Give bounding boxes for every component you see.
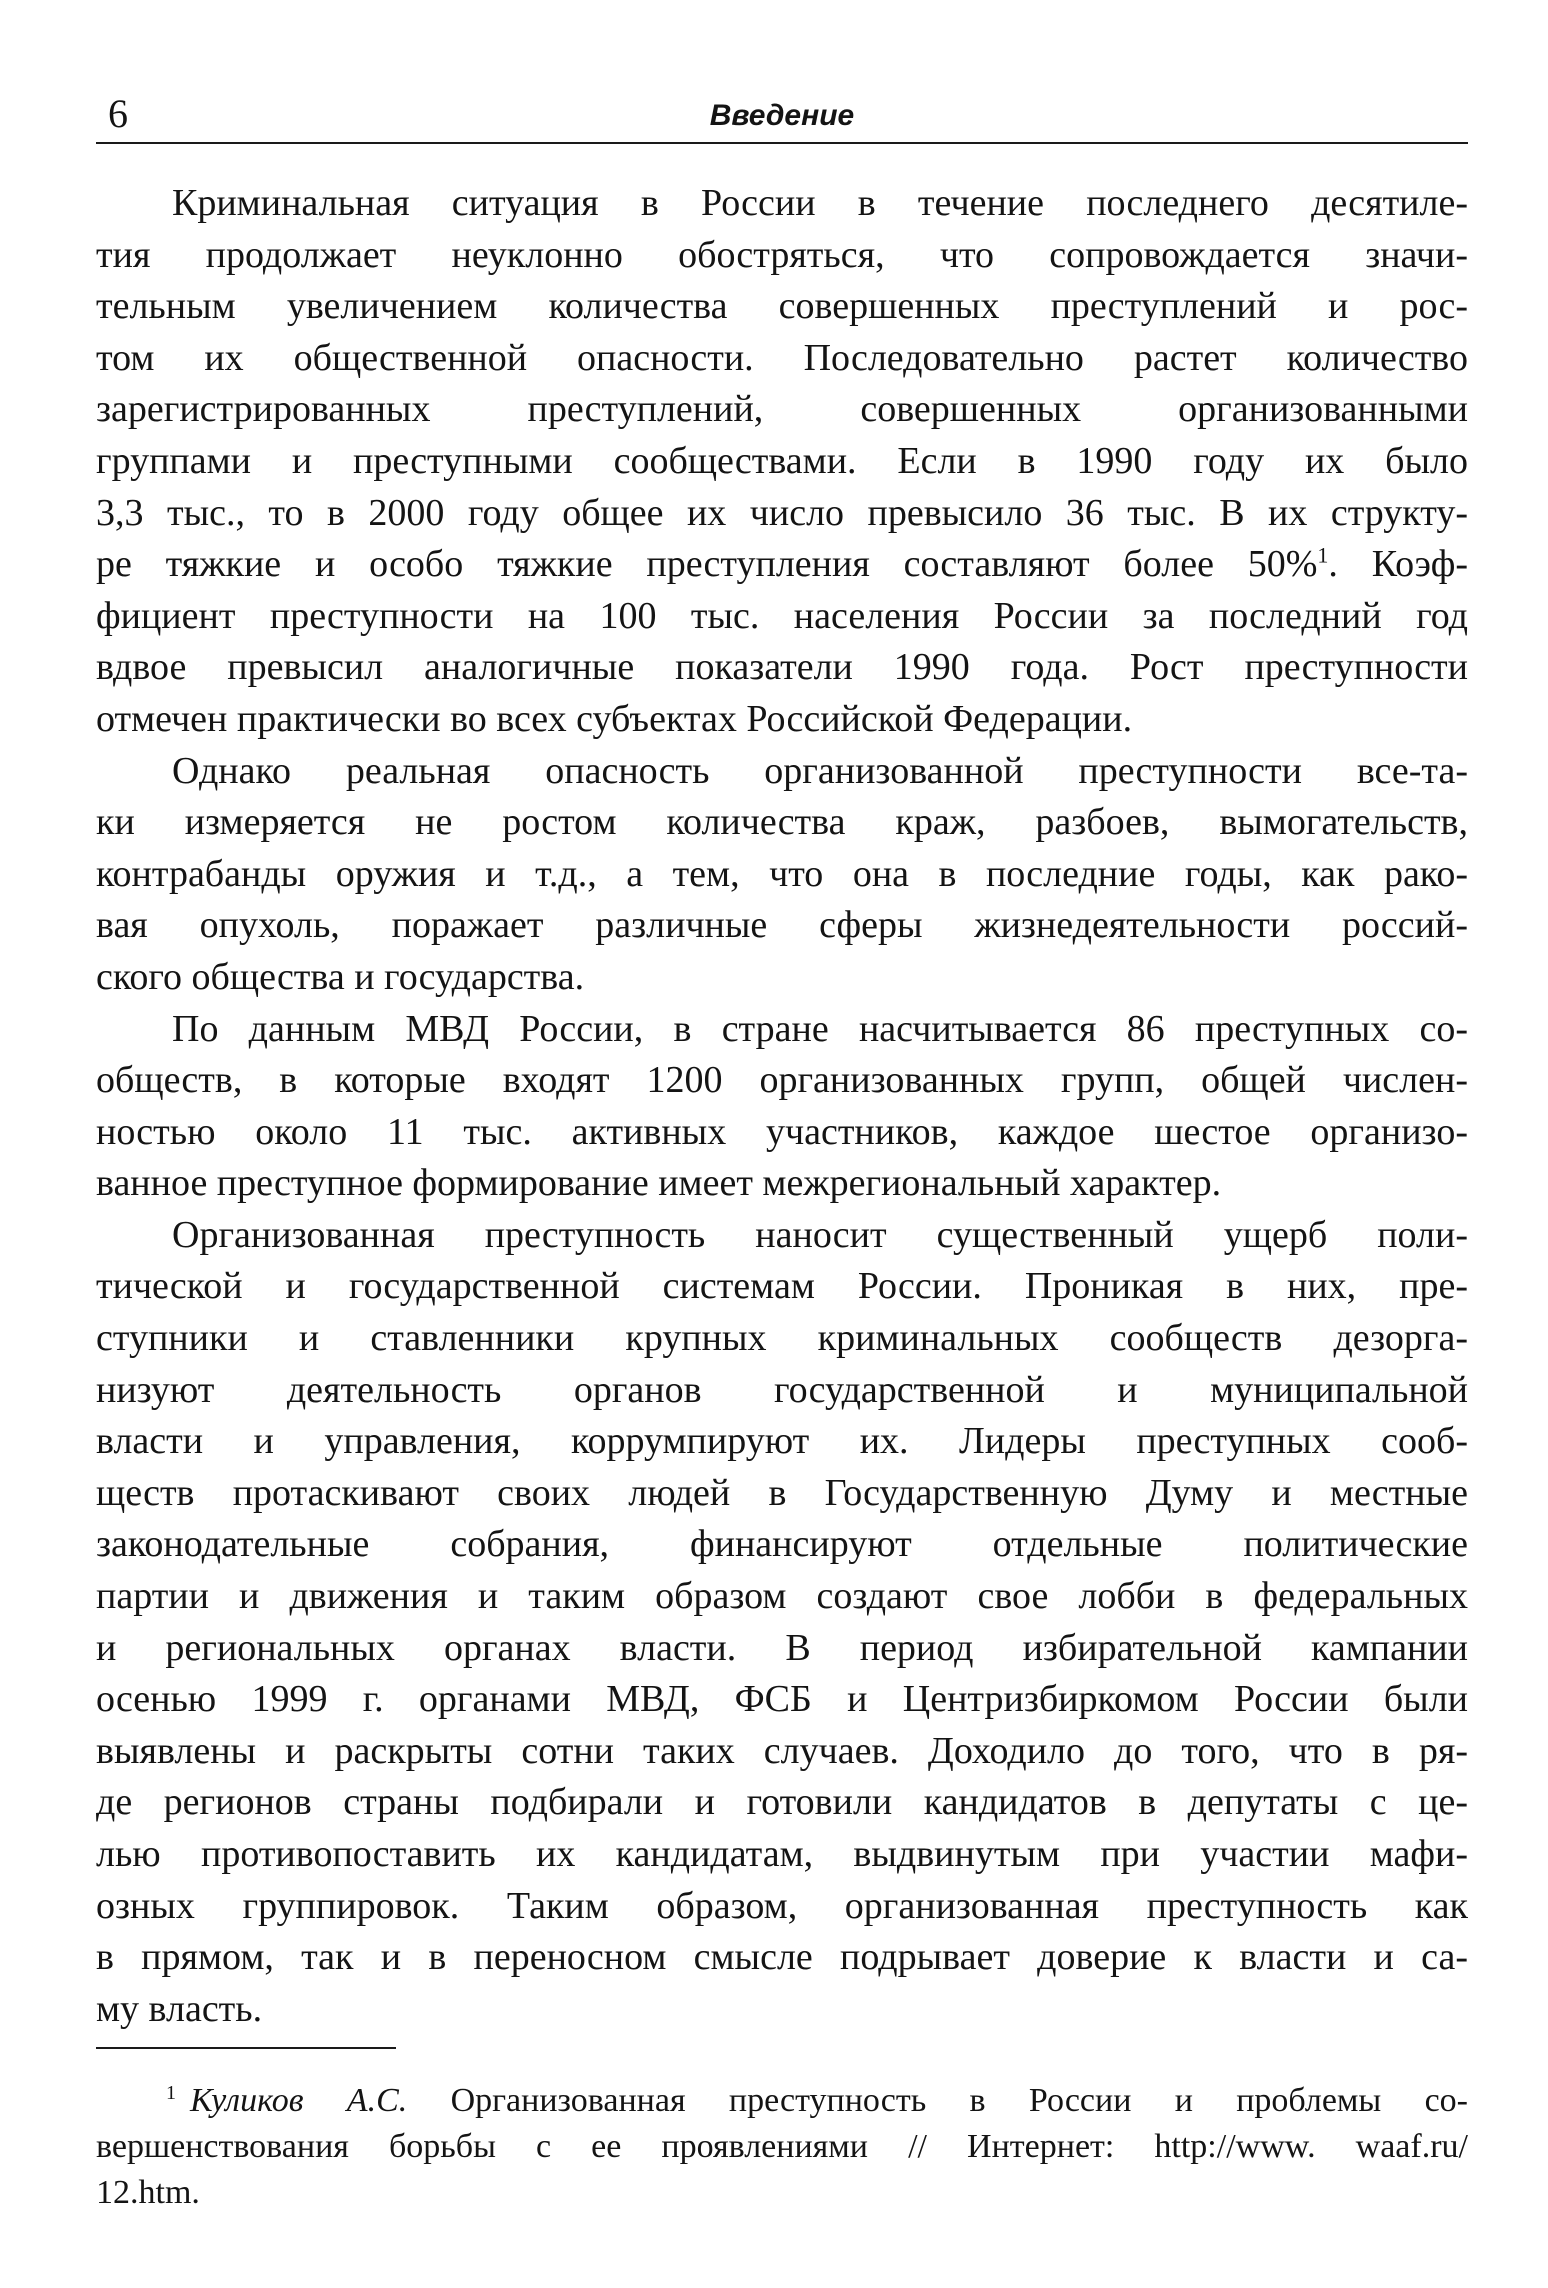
footnote bbox=[96, 2078, 1468, 2216]
text-line: фициент преступности на 100 тыс. населения России за последний год bbox=[96, 594, 1468, 637]
paragraph-3 bbox=[96, 1004, 1468, 1210]
text-line: ностью около 11 тыс. активных участников, каждое шестое организо- bbox=[96, 1110, 1468, 1153]
text-line-with-footnote bbox=[96, 539, 1468, 591]
text-line: тической и государственной системам России. Проникая в них, пре- bbox=[96, 1265, 1468, 1308]
text-line: том их общественной опасности. Последовательно растет количество bbox=[96, 336, 1468, 379]
text-line: в прямом, так и в переносном смысле подрывает доверие к власти и са- bbox=[96, 1936, 1468, 1979]
text-line: зарегистрированных преступлений, совершенных организованными bbox=[96, 388, 1468, 431]
text-line: и региональных органах власти. В период избирательной кампании bbox=[96, 1626, 1468, 1669]
text-line: 3,3 тыс., то в 2000 году общее их число превысило 36 тыс. В их структу- bbox=[96, 491, 1468, 534]
text-line: выявлены и раскрыты сотни таких случаев. Доходило до того, что в ря- bbox=[96, 1729, 1468, 1772]
text-line: му власть. bbox=[96, 1987, 263, 2030]
footnote-line: вершенствования борьбы с ее проявлениями // Интернет: http://www. waaf.ru/ bbox=[96, 2128, 1468, 2165]
text-segment: . Коэф- bbox=[1328, 543, 1469, 586]
text-line: лью противопоставить их кандидатам, выдвинутым при участии мафи- bbox=[96, 1833, 1468, 1875]
text-line: Организованная преступность наносит существенный ущерб поли- bbox=[172, 1213, 1468, 1256]
text-line: власти и управления, коррумпируют их. Лидеры преступных сооб- bbox=[96, 1420, 1468, 1463]
text-line: ществ протаскивают своих людей в Государственную Думу и местные bbox=[96, 1471, 1468, 1514]
text-line: По данным МВД России, в стране насчитывается 86 преступных со- bbox=[172, 1007, 1468, 1050]
text-line: партии и движения и таким образом создают свое лобби в федеральных bbox=[96, 1575, 1468, 1618]
text-line: обществ, в которые входят 1200 организованных групп, общей числен- bbox=[96, 1059, 1468, 1102]
text-line: ского общества и государства. bbox=[96, 955, 585, 998]
footnote-text: Организованная преступность в России и проблемы со- bbox=[407, 2082, 1468, 2119]
text-line: осенью 1999 г. органами МВД, ФСБ и Центризбиркомом России были bbox=[96, 1678, 1468, 1721]
text-line: озных группировок. Таким образом, организованная преступность как bbox=[96, 1884, 1468, 1927]
text-line: контрабанды оружия и т.д., а тем, что она в последние годы, как рако- bbox=[96, 852, 1468, 895]
text-line: де регионов страны подбирали и готовили кандидатов в депутаты с це- bbox=[96, 1781, 1468, 1824]
text-line: Однако реальная опасность организованной преступности все-та- bbox=[172, 749, 1468, 792]
text-line: ки измеряется не ростом количества краж, разбоев, вымогательств, bbox=[96, 801, 1468, 844]
text-line: тия продолжает неуклонно обостряться, что сопровождается значи- bbox=[96, 233, 1468, 276]
text-line: Криминальная ситуация в России в течение последнего десятиле- bbox=[172, 182, 1468, 224]
section-title: Введение bbox=[709, 99, 855, 132]
text-line: вдвое превысил аналогичные показатели 1990 года. Рост преступности bbox=[96, 646, 1468, 689]
text-line: тельным увеличением количества совершенных преступлений и рос- bbox=[96, 285, 1468, 328]
text-line: вая опухоль, поражает различные сферы жизнедеятельности россий- bbox=[96, 904, 1468, 947]
paragraph-1 bbox=[96, 178, 1468, 746]
text-line: ступники и ставленники крупных криминальных сообществ дезорга- bbox=[96, 1317, 1468, 1360]
text-line: законодательные собрания, финансируют отдельные политические bbox=[96, 1523, 1468, 1566]
paragraph-2 bbox=[96, 746, 1468, 1004]
page-number: 6 bbox=[108, 91, 128, 136]
paragraph-4 bbox=[96, 1210, 1468, 2036]
main-text bbox=[96, 178, 1468, 2035]
text-line: ванное преступное формирование имеет межрегиональный характер. bbox=[96, 1162, 1222, 1205]
text-segment: ре тяжкие и особо тяжкие преступления составляют более 50% bbox=[96, 543, 1318, 586]
running-header bbox=[96, 92, 1468, 144]
text-line: группами и преступными сообществами. Если в 1990 году их было bbox=[96, 439, 1468, 482]
footnote-separator bbox=[96, 2047, 396, 2049]
footnote-reference: 1 bbox=[1317, 542, 1329, 568]
footnote-line: 12.htm. bbox=[96, 2174, 200, 2211]
text-line: отмечен практически во всех субъектах Российской Федерации. bbox=[96, 697, 1133, 740]
footnote-line bbox=[96, 2078, 1468, 2124]
footnote-author: Куликов А.С. bbox=[190, 2082, 408, 2119]
text-line: низуют деятельность органов государственной и муниципальной bbox=[96, 1368, 1468, 1411]
footnote-marker: 1 bbox=[166, 2081, 176, 2104]
